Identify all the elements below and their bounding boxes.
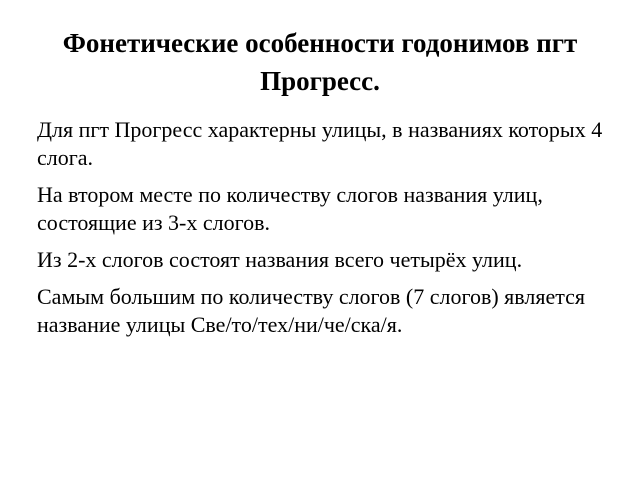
paragraph-four-syllables: Для пгт Прогресс характерны улицы, в названиях которых 4 слога.: [37, 117, 603, 170]
slide-body: [37, 116, 612, 348]
paragraph-two-syllables: Из 2-х слогов состоят названия всего четырёх улиц.: [37, 247, 523, 272]
paragraph-three-syllables: На втором месте по количеству слогов названия улиц, состоящие из 3-х слогов.: [37, 182, 543, 235]
slide-title: Фонетические особенности годонимов пгт Прогресс.: [62, 28, 578, 96]
paragraph-seven-syllables: Самым большим по количеству слогов (7 слогов) является название улицы Све/то/тех/ни/че/ска/я.: [37, 284, 586, 337]
